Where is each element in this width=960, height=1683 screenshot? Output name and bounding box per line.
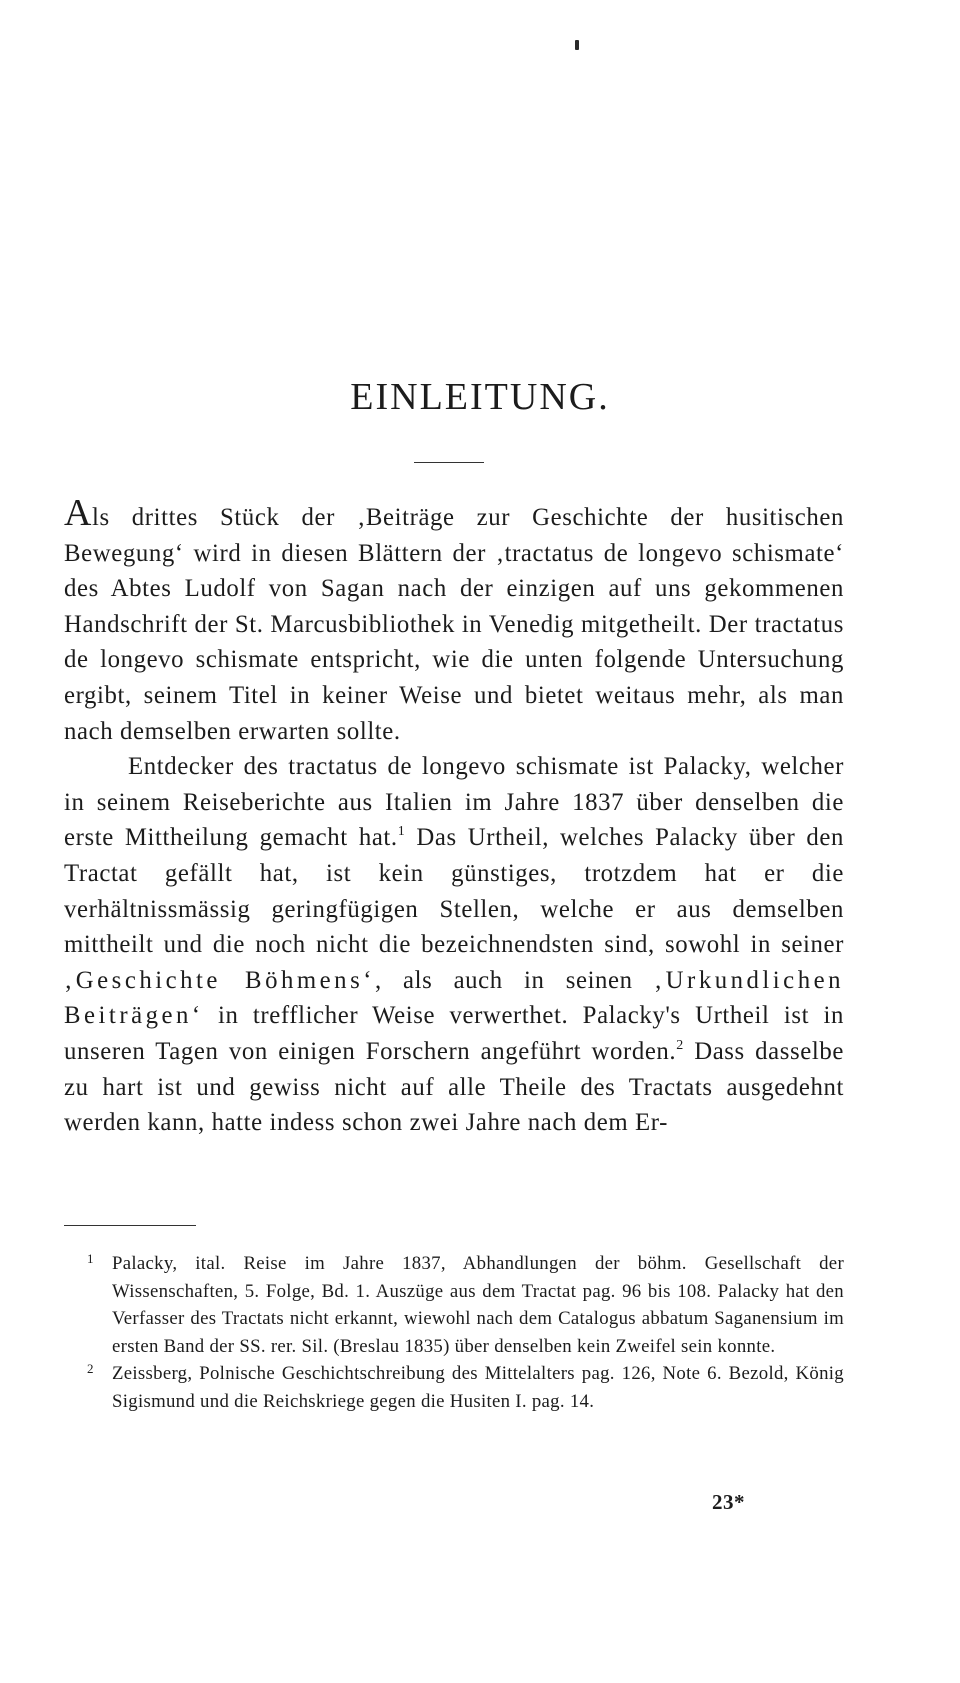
paragraph-2-text-b: Das Urtheil, welches Palacky über den Tractat gefällt hat, ist kein günstiges, trotzdem hat er die verhältnissmässig geringfügigen Stellen, welche er aus demselben mittheilt und die noch nicht die bezeichnendsten sind, sowohl in seiner: [64, 824, 844, 959]
footnote-ref-2[interactable]: 2: [676, 1037, 684, 1053]
signature-mark: 23*: [712, 1490, 745, 1514]
footnote-1-text: Palacky, ital. Reise im Jahre 1837, Abhandlungen der böhm. Gesellschaft der Wissenschaften, 5. Folge, Bd. 1. Auszüge aus dem Tractat pag. 96 bis 108. Palacky hat den Verfasser des Tractats nicht erkannt, wiewohl nach dem Catalogus abbatum Saganensium im ersten Band der SS. rer. Sil. (Breslau 1835) über denselben kein Zweifel sein konnte.: [112, 1253, 844, 1357]
initial-letter: A: [64, 492, 93, 534]
footnote-2-number: 2: [87, 1361, 94, 1376]
paragraph-2: [64, 749, 844, 1141]
footnote-ref-1[interactable]: 1: [397, 824, 406, 840]
footnote-2: [87, 1360, 844, 1415]
paragraph-2-text-a: Entdecker des tractatus de longevo schismate ist Palacky, welcher in seinem Reiseberichte aus Italien im Jahre 1837 über denselben die erste Mittheilung gemacht hat.: [64, 753, 844, 852]
paragraph-2-text-c: , als auch in seinen: [374, 966, 654, 994]
paragraph-2-text-e: Dass dasselbe zu hart ist und gewiss nicht auf alle Theile des Tractats ausgedehnt werden kann, hatte indess schon zwei Jahre nach dem Er-: [64, 1037, 844, 1137]
print-mark: [575, 40, 579, 50]
work-title-beitraege: ‚Urkundlichen Beiträgen‘: [64, 966, 844, 1030]
footnote-rule: [64, 1225, 196, 1226]
footnotes: [64, 1250, 844, 1415]
footnote-2-text: Zeissberg, Polnische Geschichtschreibung des Mittelalters pag. 126, Note 6. Bezold, König Sigismund und die Reichskriege gegen die Husiten I. pag. 14.: [112, 1363, 844, 1412]
footnote-1: [87, 1250, 844, 1360]
work-title-geschichte: ‚Geschichte Böhmens‘: [64, 966, 375, 994]
title-rule: [414, 462, 484, 463]
chapter-title: EINLEITUNG.: [350, 376, 610, 418]
main-text: [64, 492, 844, 1141]
footnote-1-number: 1: [87, 1251, 94, 1266]
paragraph-2-text-d: in trefflicher Weise verwerthet. Palacky's Urtheil ist in unseren Tagen von einigen Forschern angeführt worden.: [64, 1002, 844, 1065]
paragraph-1-text: ls drittes Stück der ‚Beiträge zur Geschichte der husitischen Bewegung‘ wird in diesen Blättern der ‚tractatus de longevo schismate‘ des Abtes Ludolf von Sagan nach der einzigen auf uns gekommenen Handschrift der St. Marcusbibliothek in Venedig mitgetheilt. Der tractatus de longevo schismate entspricht, wie die unten folgende Untersuchung ergibt, seinem Titel in keiner Weise und bietet weitaus mehr, als man nach demselben erwarten sollte.: [64, 504, 844, 745]
paragraph-1: [64, 492, 844, 749]
